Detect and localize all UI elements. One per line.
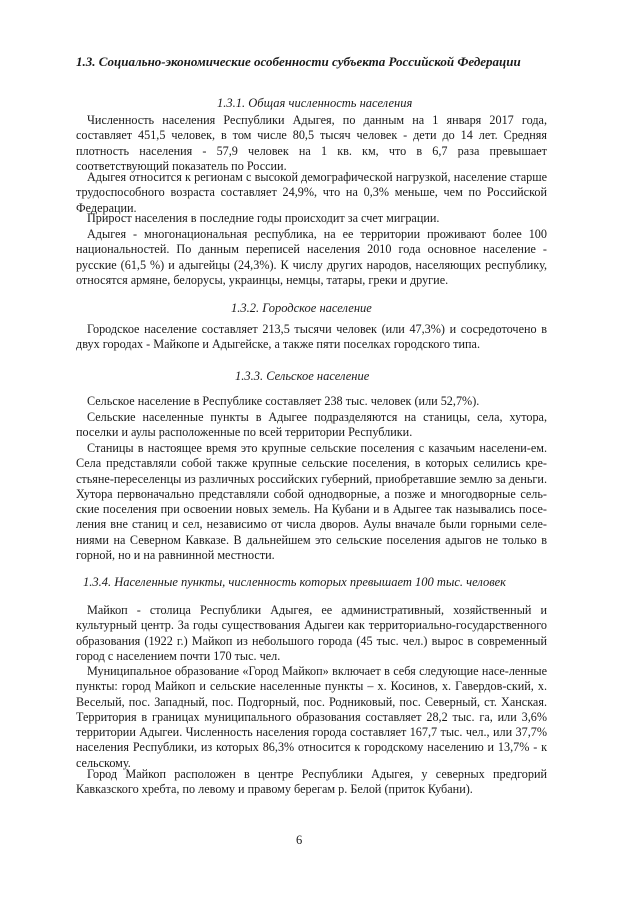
paragraph: Городское население составляет 213,5 тысячи человек (или 47,3%) и сосредоточено в двух городах - Майкопе и Адыгейске, а также пяти поселках городского типа. (76, 322, 547, 352)
paragraph: Прирост населения в последние годы происходит за счет миграции. (87, 211, 440, 225)
subsection-title-large-settlements: 1.3.4. Населенные пункты, численность которых превышает 100 тыс. человек (83, 575, 507, 589)
paragraph: Майкоп - столица Республики Адыгея, ее административный, хозяйственный и культурный центр. За годы существования Адыгеи как территориально-государственного образования (1922 г.) Майкоп из небольшого города (45 тыс. чел.) вырос в современный город с населением почти 170 тыс. чел. (76, 603, 547, 663)
subsection-title-rural-population: 1.3.3. Сельское население (235, 369, 370, 383)
paragraph: Адыгея относится к регионам с высокой демографической нагрузкой, население старше трудоспособного возраста составляет 24,9%, что на 0,3% меньше, чем по Российской Федерации. (76, 170, 547, 215)
section-title: 1.3. Социально-экономические особенности субъекта Российской Федерации (76, 54, 521, 69)
paragraph: Сельское население в Республике составляет 238 тыс. человек (или 52,7%). (87, 394, 480, 408)
paragraph: Адыгея - многонациональная республика, на ее территории проживают более 100 национальностей. По данным переписей населения 2010 года основное население - русские (61,5 %) и адыгейцы (24,3%). К числу других народов, населяющих республику, относятся армяне, белорусы, украинцы, немцы, татары, греки и другие. (76, 227, 547, 287)
subsection-title-urban-population: 1.3.2. Городское население (231, 301, 372, 315)
paragraph: Город Майкоп расположен в центре Республики Адыгея, у северных предгорий Кавказского хребта, по левому и правому берегам р. Белой (приток Кубани). (76, 767, 547, 797)
subsection-title-total-population: 1.3.1. Общая численность населения (217, 96, 413, 110)
paragraph: Численность населения Республики Адыгея, по данным на 1 января 2017 года, составляет 451,5 человек, в том числе 80,5 тысяч человек - дети до 14 лет. Средняя плотность населения - 57,9 человек на 1 кв. км, что в 6,7 раза превышает соответствующий показатель по России. (76, 113, 547, 173)
paragraph: Станицы в настоящее время это крупные сельские поселения с казачьим населени-ем. Села представляли собой также крупные сельские поселения, в которых селились кре-стьяне-переселенцы из различных российских губерний, приобретавшие землю за деньги. Хутора первоначально представляли собой однодворные, а позже и многодворные сель-ские поселения при освоении новых земель. На Кубани и в Адыгее так назывались посе-ления вне станиц и сел, независимо от числа дворов. Аулы вначале были горными селе-ниями на Северном Кавказе. В дальнейшем это сельские поселения адыгов не только в горной, но и на равнинной местности. (76, 441, 547, 563)
paragraph: Муниципальное образование «Город Майкоп» включает в себя следующие насе-ленные пункты: город Майкоп и сельские населенные пункты – х. Косинов, х. Гавердов-ский, х. Веселый, пос. Западный, пос. Подгорный, пос. Родниковый, пос. Северный, ст. Ханская. Территория в границах муниципального образования составляет 28,2 тыс. га, или 3,6% территории Адыгеи. Численность населения города составляет 167,7 тыс. чел., или 37,7% населения Республики, из которых 86,3% относится к городскому населению и 13,7% - к сельскому. (76, 664, 547, 770)
page-number: 6 (296, 833, 303, 847)
paragraph: Сельские населенные пункты в Адыгее подразделяются на станицы, села, хутора, поселки и аулы расположенные по всей территории Республики. (76, 410, 547, 440)
